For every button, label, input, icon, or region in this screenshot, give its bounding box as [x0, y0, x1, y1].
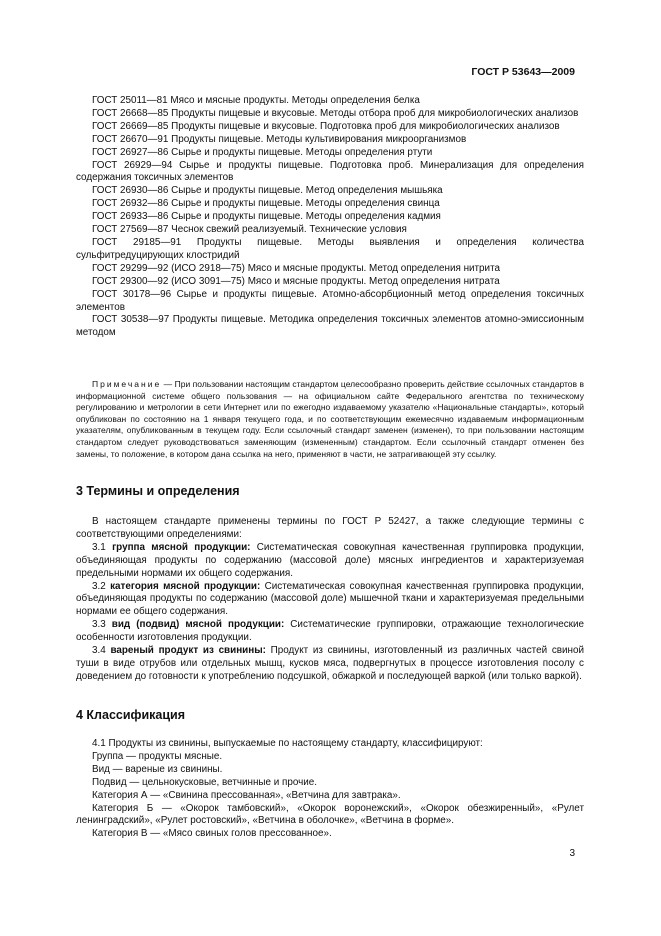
- page-number: 3: [569, 848, 575, 859]
- reference-item: ГОСТ 26929—94 Сырье и продукты пищевые. Подготовка проб. Минерализация для определения содержания токсичных элементов: [76, 159, 584, 184]
- section-4-heading: 4 Классификация: [76, 708, 186, 722]
- term-number: 3.1: [92, 541, 106, 553]
- section-4-body: [76, 738, 584, 841]
- reference-item: ГОСТ 29300—92 (ИСО 3091—75) Мясо и мясные продукты. Метод определения нитрата: [92, 275, 500, 287]
- term-number: 3.2: [92, 580, 106, 592]
- term-name: категория мясной продукции:: [110, 580, 261, 592]
- classification-line: Группа — продукты мясные.: [92, 750, 223, 762]
- term-definition: [76, 619, 584, 645]
- references-list: [76, 95, 584, 340]
- term-definition: [76, 581, 584, 620]
- note-text: — При пользовании настоящим стандартом целесообразно проверить действие ссылочных стандартов в информационной системе общего пользования — на официальном сайте Федерального агентства по техническому регулированию и метрологии в сети Интернет или по ежегодно издаваемому указателю «Национальные стандарты», который опубликован по состоянию на 1 января текущего года, и по соответствующим ежемесячно издаваемым информационным указателям, опубликованным в текущем году. Если ссылочный стандарт заменен (изменен), то при пользовании настоящим стандартом следует руководствоваться заменяющим (измененным) стандартом. Если ссылочный стандарт отменен без замены, то положение, в котором дана ссылка на него, применяют в части, не затрагивающей эту ссылку.: [76, 379, 584, 459]
- classification-line: 4.1 Продукты из свинины, выпускаемые по настоящему стандарту, классифицируют:: [92, 738, 483, 749]
- section-3-intro: В настоящем стандарте применены термины по ГОСТ Р 52427, а также следующие термины с соответствующими определениями:: [76, 516, 584, 540]
- reference-item: ГОСТ 30538—97 Продукты пищевые. Методика определения токсичных элементов атомно-эмиссионным методом: [76, 314, 584, 339]
- term-definition: [76, 645, 584, 684]
- note-block: [76, 379, 584, 460]
- classification-line: Категория А — «Свинина прессованная», «Ветчина для завтрака».: [92, 789, 401, 801]
- term-text: Систематическая совокупная качественная группировка продукции, объединяющая продукты по содержанию (массовой доле) мышечной ткани и характеризуемая предельными нормами ее общего содержания.: [76, 580, 585, 618]
- classification-line: Категория В — «Мясо свиных голов прессованное».: [92, 828, 332, 840]
- reference-item: ГОСТ 26927—86 Сырье и продукты пищевые. Методы определения ртути: [92, 146, 433, 158]
- reference-item: ГОСТ 26930—86 Сырье и продукты пищевые. Метод определения мышьяка: [92, 185, 443, 197]
- term-number: 3.3: [92, 619, 106, 631]
- reference-item: ГОСТ 26670—91 Продукты пищевые. Методы культивирования микроорганизмов: [92, 133, 467, 145]
- reference-item: ГОСТ 29299—92 (ИСО 2918—75) Мясо и мясные продукты. Метод определения нитрита: [92, 262, 500, 274]
- reference-item: ГОСТ 26933—86 Сырье и продукты пищевые. Методы определения кадмия: [92, 211, 441, 223]
- classification-line: Подвид — цельнокусковые, ветчинные и прочие.: [92, 776, 318, 788]
- term-text: Продукт из свинины, изготовленный из различных частей свиной туши в виде отрубов или отдельных мышц, кусков мяса, подвергнутых в процессе изготовления посолу с доведением до готовности к употреблению подсушкой, обжаркой и последующей варкой (или только варкой).: [76, 645, 584, 682]
- reference-item: ГОСТ 30178—96 Сырье и продукты пищевые. Атомно-абсорбционный метод определения токсичных элементов: [76, 288, 584, 313]
- term-definition: [76, 542, 584, 581]
- section-3-body: [76, 516, 584, 684]
- reference-item: ГОСТ 29185—91 Продукты пищевые. Методы выявления и определения количества сульфитредуцирующих клостридий: [76, 236, 584, 261]
- classification-line: Категория Б — «Окорок тамбовский», «Окорок воронежский», «Окорок обезжиренный», «Рулет ленинградский», «Рулет ростовский», «Ветчина в оболочке», «Ветчина в форме».: [76, 802, 584, 827]
- section-3-heading: 3 Термины и определения: [76, 484, 240, 498]
- reference-item: ГОСТ 26932—86 Сырье и продукты пищевые. Методы определения свинца: [92, 198, 440, 210]
- reference-item: ГОСТ 26669—85 Продукты пищевые и вкусовые. Подготовка проб для микробиологических анализов: [92, 120, 560, 132]
- reference-item: ГОСТ 25011—81 Мясо и мясные продукты. Методы определения белка: [92, 95, 420, 106]
- term-name: вареный продукт из свинины:: [110, 645, 266, 657]
- term-number: 3.4: [92, 645, 106, 657]
- classification-line: Вид — вареные из свинины.: [92, 763, 223, 775]
- term-text: Систематическая совокупная качественная группировка продукции, объединяющая продукты по содержанию (массовой доле) мясных ингредиентов и характеризуемая предельными нормами их общего содержания.: [76, 541, 584, 579]
- reference-item: ГОСТ 27569—87 Чеснок свежий реализуемый. Технические условия: [92, 224, 407, 236]
- standard-header: ГОСТ Р 53643—2009: [471, 66, 575, 78]
- note-label: Примечание: [92, 379, 162, 389]
- term-name: группа мясной продукции:: [112, 541, 251, 553]
- term-text: Систематические группировки, отражающие технологические особенности изготовления продукции.: [76, 619, 584, 644]
- term-name: вид (подвид) мясной продукции:: [111, 619, 285, 631]
- reference-item: ГОСТ 26668—85 Продукты пищевые и вкусовые. Методы отбора проб для микробиологических анализов: [92, 107, 579, 119]
